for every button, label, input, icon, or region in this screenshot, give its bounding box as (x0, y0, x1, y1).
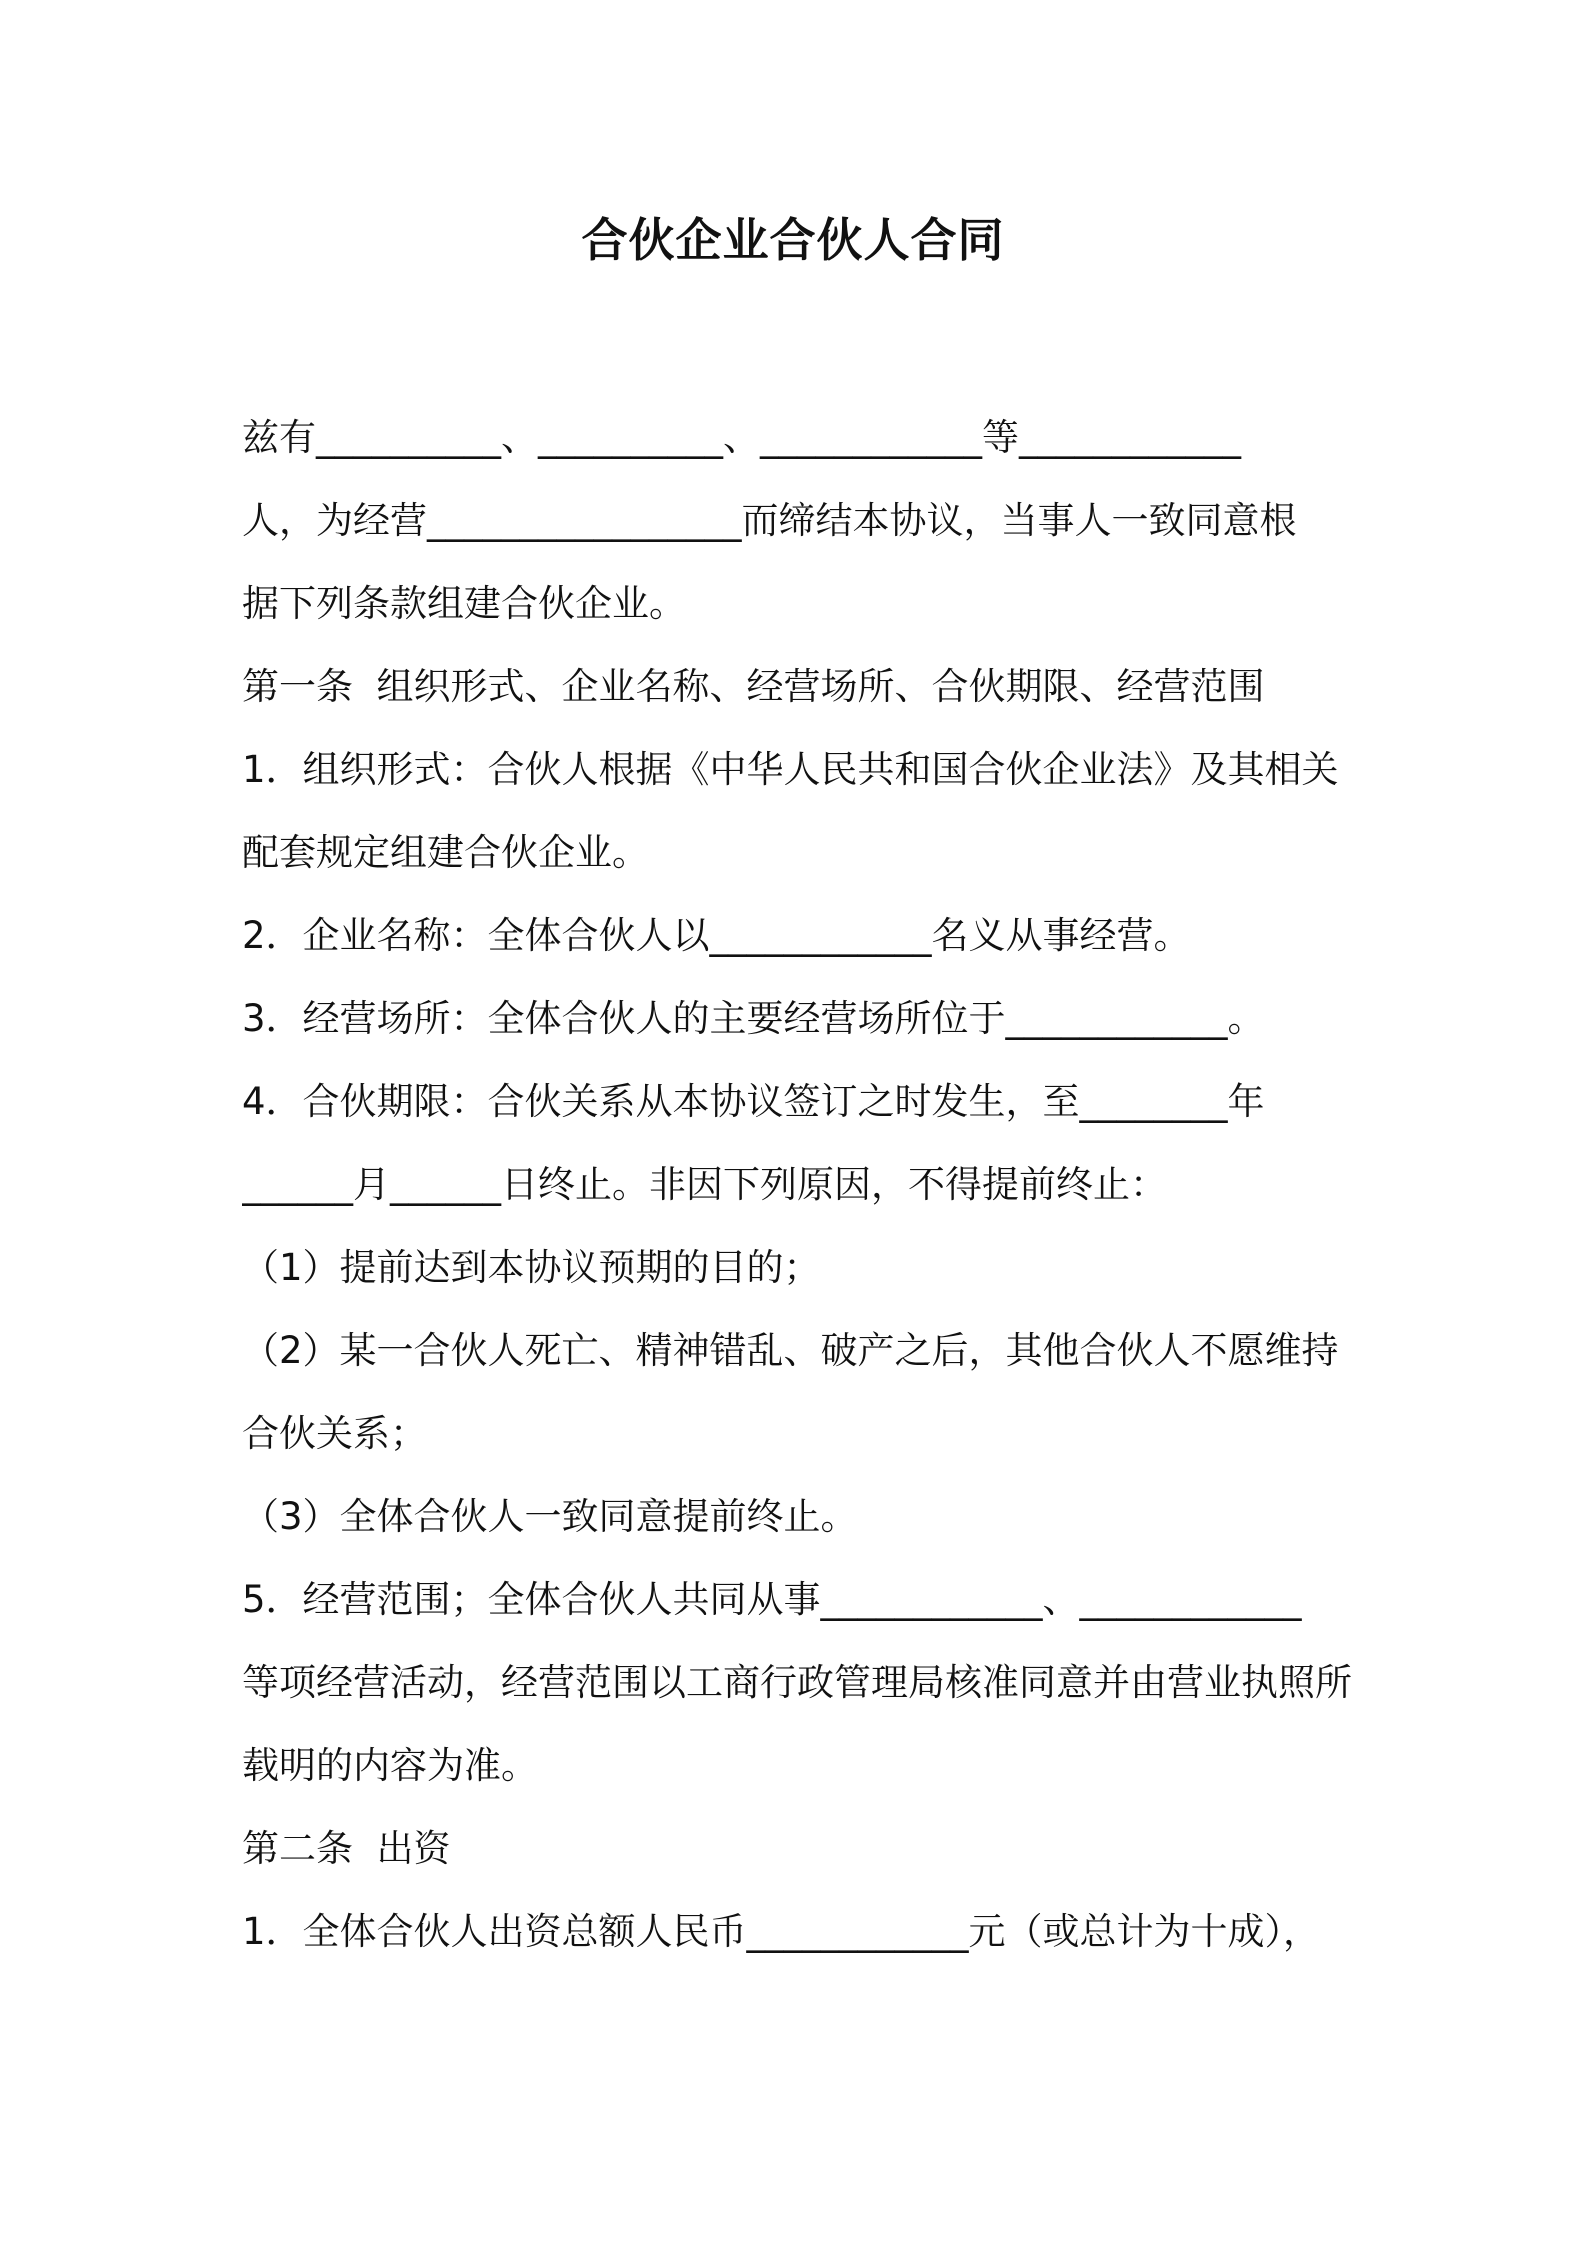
clause-line: 1．组织形式：合伙人根据《中华人民共和国合伙企业法》及其相关 (242, 748, 1339, 791)
paragraph-line: 人，为经营_________________而缔结本协议，当事人一致同意根 (242, 499, 1297, 542)
clause-line: 5．经营范围；全体合伙人共同从事____________、____________ (242, 1578, 1302, 1621)
clause-line: 等项经营活动，经营范围以工商行政管理局核准同意并由营业执照所 (242, 1661, 1352, 1704)
sub-clause-line: （1）提前达到本协议预期的目的； (242, 1246, 821, 1289)
clause-line: 4．合伙期限：合伙关系从本协议签订之时发生，至________年 (242, 1080, 1265, 1123)
clause-line: 1．全体合伙人出资总额人民币____________元（或总计为十成）， (242, 1910, 1321, 1953)
clause-line: 配套规定组建合伙企业。 (242, 831, 649, 874)
clause-line: ______月______日终止。非因下列原因，不得提前终止： (242, 1163, 1167, 1206)
document-body (242, 406, 1354, 1983)
paragraph-line: 兹有__________、__________、____________等____________ (242, 416, 1241, 459)
clause-line: 3．经营场所：全体合伙人的主要经营场所位于____________。 (242, 997, 1265, 1040)
article-heading: 第二条 出资 (242, 1827, 451, 1870)
sub-clause-line: （3）全体合伙人一致同意提前终止。 (242, 1495, 858, 1538)
document-title: 合伙企业合伙人合同 (581, 213, 1005, 267)
article-heading: 第一条 组织形式、企业名称、经营场所、合伙期限、经营范围 (242, 665, 1265, 708)
paragraph-line: 据下列条款组建合伙企业。 (242, 582, 686, 625)
sub-clause-line: （2）某一合伙人死亡、精神错乱、破产之后，其他合伙人不愿维持 (242, 1329, 1339, 1372)
sub-clause-line: 合伙关系； (242, 1412, 427, 1455)
clause-line: 2．企业名称：全体合伙人以____________名义从事经营。 (242, 914, 1191, 957)
clause-line: 载明的内容为准。 (242, 1744, 538, 1787)
